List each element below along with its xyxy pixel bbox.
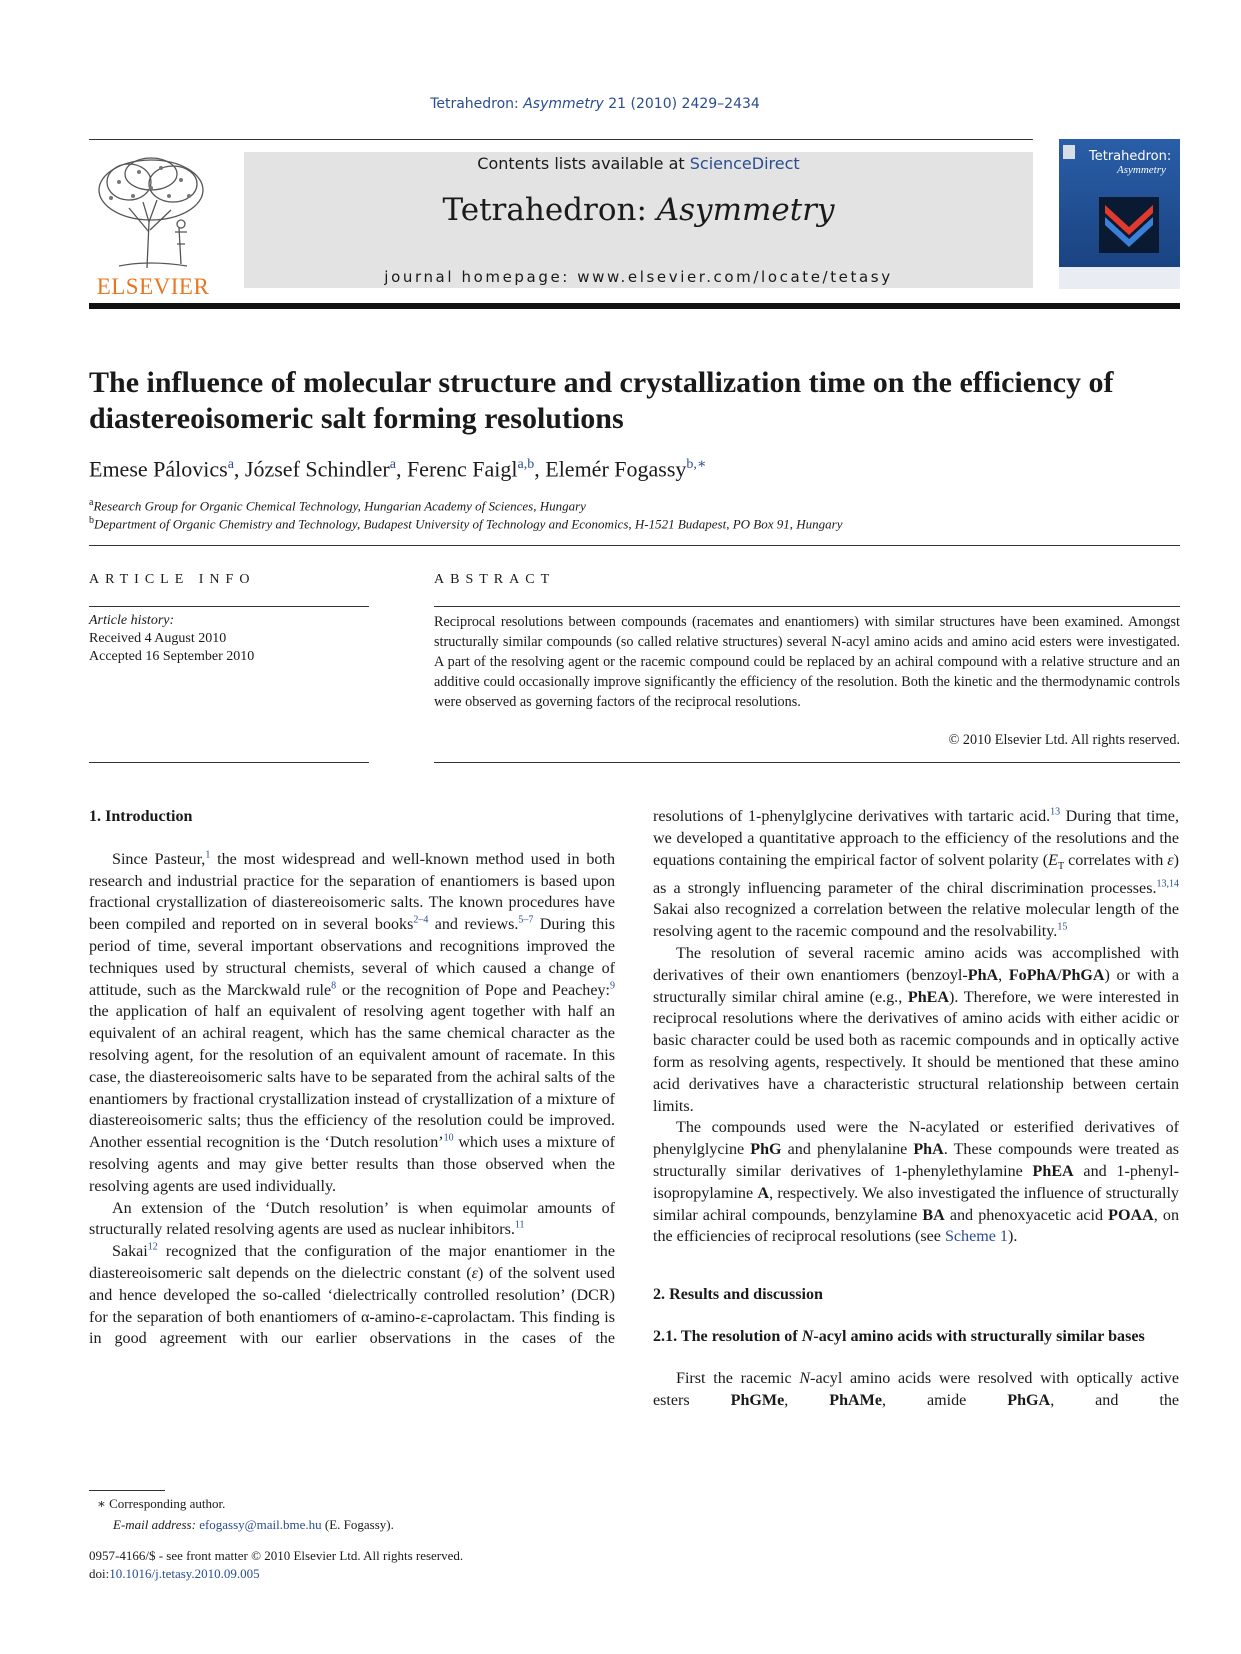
abstract-copyright: © 2010 Elsevier Ltd. All rights reserved. [948,732,1180,748]
cover-subtitle: Asymmetry [1117,164,1166,176]
paragraph: The resolution of several racemic amino acids was accomplished with derivatives of their own enantiomers (benzoyl-PhA, FoPhA/PhGA) or with a structurally similar chiral amine (e.g., PhEA). Therefore, we were interested in reciprocal resolutions where the derivatives of amino acids with either acidic or basic character could be used both as racemic compounds and in optically active form as resolving agents, respectively. It should be mentioned that these amino acid derivatives have a characteristic structural relationship between certain limits. [653,945,1180,1115]
paragraph: An extension of the ‘Dutch resolution’ is when equimolar amounts of structurally related resolving agents are used as nuclear inhibitors.$^{11}$ [89,1199,615,1239]
section-heading: 1. Introduction [89,808,193,825]
journal-banner [244,152,1033,288]
elsevier-logo [89,152,217,299]
paragraph: First the racemic N-acyl amino acids were resolved with optically active esters PhGMe, PhAMe, amide PhGA, and the [653,1369,1180,1409]
subsection-heading: 2.1. The resolution of N-acyl amino acids with structurally similar bases [653,1327,1145,1345]
section-heading: 2. Results and discussion [653,1286,823,1304]
cover-title: Tetrahedron: [1089,149,1172,164]
body-right-column [653,806,1179,1411]
header-thick-rule [89,303,1180,309]
email-link[interactable]: efogassy@mail.bme.hu [199,1517,322,1532]
elsevier-tree-icon [89,152,217,270]
author: Elemér Fogassy [545,456,687,482]
affiliation-a: $^a$Research Group for Organic Chemical Technology, Hungarian Academy of Sciences, Hungary [89,497,586,514]
sciencedirect-link[interactable]: ScienceDirect [689,154,800,173]
journal-homepage[interactable]: journal homepage: www.elsevier.com/locate/tetasy [384,268,893,286]
footnote: ∗ Corresponding author. E-mail address: efogassy@mail.bme.hu (E. Fogassy). [97,1496,394,1532]
paragraph: Since Pasteur,$^1$ the most widespread and well-known method used in both research and industrial practice for the separation of enantiomers is based upon fractional crystallization of diastereoisomeric salts. The known procedures have been compiled and reported on in several books$^{2-4}$ and reviews.$^{5-7}$ During this period of time, several important observations and recognitions improved the techniques used by structural chemists, several of which caused a change of attitude, such as the Marckwald rule$^8$ or the recognition of Pope and Peachey:$^9$ the application of half an equivalent of resolving agent together with half an equivalent of an achiral reagent, which has the same chemical character as the resolving agent, for the resolution of an equivalent amount of racemate. In this case, the diastereoisomeric salts have to be separated from the achiral salts of the enantiomers by fractional crystallization instead of crystallization of a mixture of diastereoisomeric salts; thus the efficiency of the resolution could be improved. Another essential recognition is the ‘Dutch resolution’$^{10}$ which uses a mixture of resolving agents and may give better results than those observed when the resolving agents are used individually. [89,849,616,1195]
abstract-heading: ABSTRACT [434,572,556,587]
issn-line: 0957-4166/$ - see front matter © 2010 Elsevier Ltd. All rights reserved. [89,1548,464,1563]
elsevier-wordmark: ELSEVIER [96,274,210,299]
received-date: Received 4 August 2010 [89,631,227,646]
footnote-rule [89,1490,165,1491]
contents-line: Contents lists available at ScienceDirect [477,154,800,173]
article-title: The influence of molecular structure and crystallization time on the efficiency of diastereoisomeric salt forming resolutions [89,366,1114,435]
journal-cover [1059,139,1180,289]
paragraph: The compounds used were the N-acylated or esterified derivatives of phenylglycine PhG and phenylalanine PhA. These compounds were treated as structurally similar derivatives of 1-phenylethylamine PhEA and 1-phenyl-isopropylamine A, respectively. We also investigated the influence of structurally similar achiral compounds, benzylamine BA and phenoxyacetic acid POAA, on the efficiencies of reciprocal resolutions (see Scheme 1). [653,1119,1179,1246]
article-info-bottom-rule [89,762,369,763]
accepted-date: Accepted 16 September 2010 [89,649,255,664]
header-rule [89,139,1033,140]
journal-title: Tetrahedron: Asymmetry [442,192,835,228]
author: Ferenc Faigl [406,456,518,482]
bottom-info [89,1547,463,1583]
author-list: Emese Pálovics$^a$, József Schindler$^a$, Ferenc Faigl$^{a,b}$, Elemér Fogassy$^{b,∗}$ [89,456,707,482]
body-left-column [89,806,615,1350]
abstract-rule [434,606,1180,607]
doi-link[interactable]: 10.1016/j.tetasy.2010.09.005 [109,1566,260,1581]
author: József Schindler [244,456,390,482]
abstract-text: Reciprocal resolutions between compounds (racemates and enantiomers) with similar structures have been examined. Amongst structurally similar compounds (so called relative structures) several N-acyl amino acids and amino acid esters were investigated. A part of the resolving agent or the racemic compound could be replaced by an achiral compound with a relative structure and an additive could occasionally improve significantly the efficiency of the resolution. Both the kinetic and the thermodynamic controls were observed as governing factors of the reciprocal resolutions. [434,614,1180,710]
affiliation-rule [89,545,1180,546]
journal-citation: Tetrahedron: Asymmetry 21 (2010) 2429–2434 [430,96,760,112]
affiliation-b: $^b$Department of Organic Chemistry and Technology, Budapest University of Technology and Economics, H-1521 Budapest, PO Box 91, Hungary [89,515,843,532]
article-info-heading: ARTICLE INFO [89,572,256,587]
paragraph: Sakai$^{12}$ recognized that the configuration of the major enantiomer in the diastereoisomeric salt depends on the dielectric constant (ε) of the solvent used and hence developed the so-called ‘dielectrically controlled resolution’ (DCR) for the separation of both enantiomers of α-amino-ε-caprolactam. This finding is in good agreement with our earlier observations in the cases of the [89,1241,615,1348]
article-info-rule [89,606,369,607]
abstract-bottom-rule [434,762,1180,763]
doi-line: doi:10.1016/j.tetasy.2010.09.005 [89,1566,260,1581]
cover-graphic-icon [1099,197,1159,253]
author: Emese Pálovics [89,456,228,482]
article-history: Article history: Received 4 August 2010 Accepted 16 September 2010 [89,613,255,664]
paragraph: resolutions of 1-phenylglycine derivatives with tartaric acid.$^{13}$ During that time, we developed a quantitative approach to the efficiency of the resolutions and the equations containing the empirical factor of solvent polarity ($E_T$ correlates with ε) as a strongly influencing parameter of the chiral discrimination processes.$^{13,14}$ Sakai also recognized a correlation between the relative molecular length of the resolving agent to the racemic compound and the resolvability.$^{15}$ [653,806,1179,941]
